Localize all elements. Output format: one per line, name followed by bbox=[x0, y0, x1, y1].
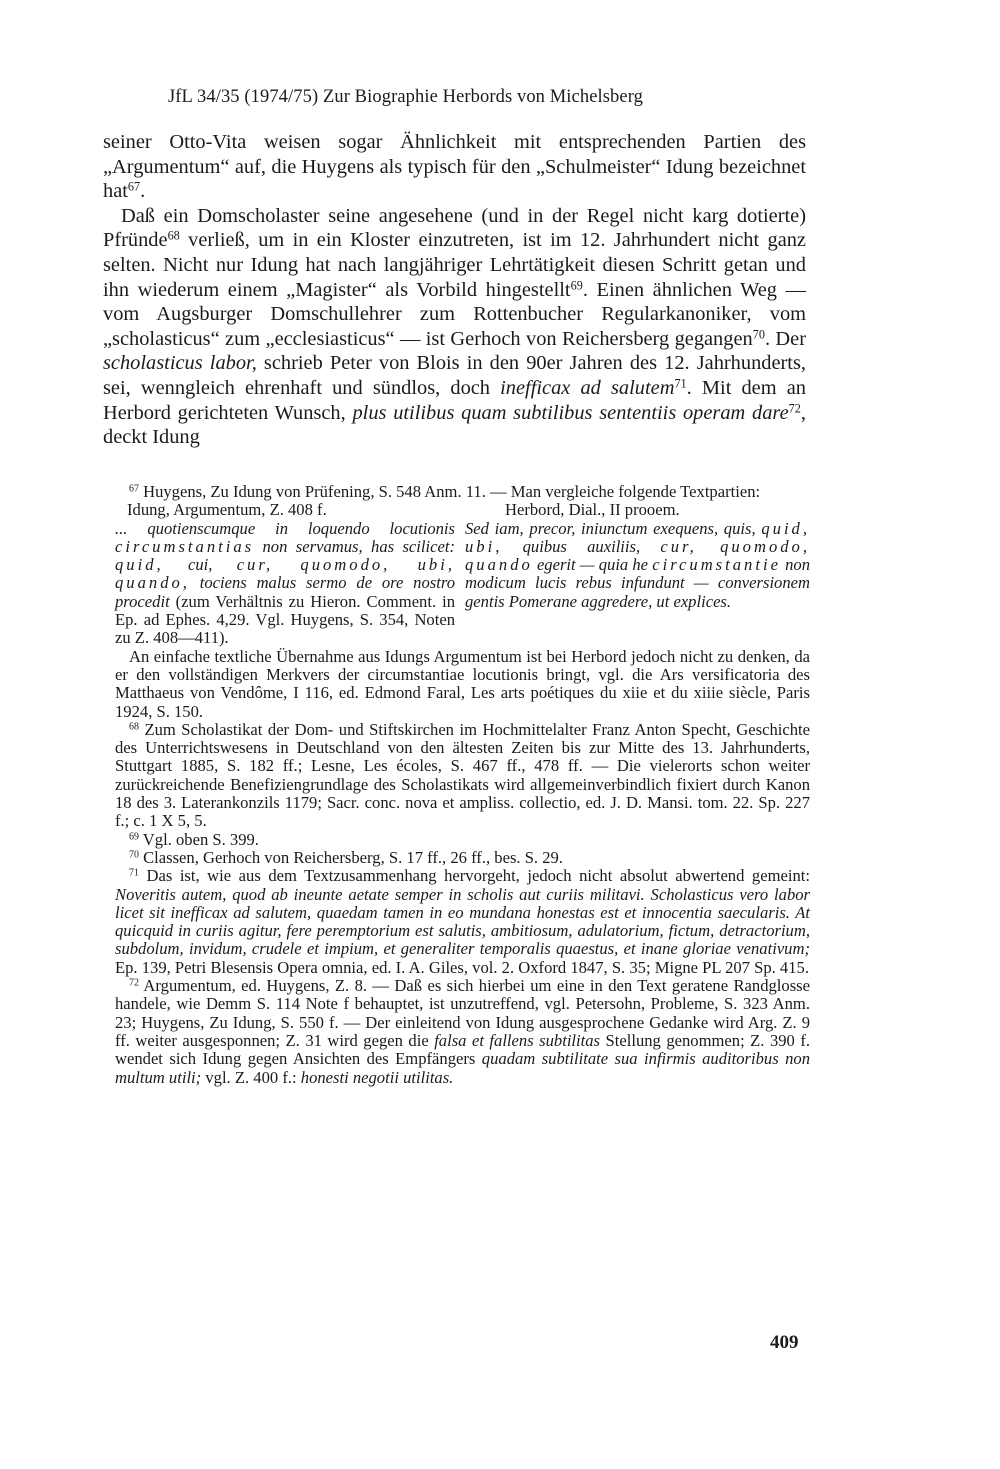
footnote-67: $^{67}$ Huygens, Zu Idung von Prüfening, S. 548 Anm. 11. — Man vergleiche folgende Textpartien: bbox=[129, 482, 761, 501]
paragraph: Daß ein Domscholaster seine angesehene (und in der Regel nicht karg dotierte) Pfründe$^{68}$ verließ, um in ein Kloster einzutreten, ist im 12. Jahrhundert nicht ganz selten. Nicht nur Idung hat nach langjähriger Lehrtätigkeit diesen Schritt getan und ihn wiederum einem „Magister“ als Vorbild hingestellt$^{69}$. Einen ähnlichen Weg — vom Augsburger Domschullehrer zum Rottenbucher Regularkanoniker, vom „scholasticus“ zum „ecclesiasticus“ — ist Gerhoch von Reichersberg gegangen$^{70}$. Der scholasticus labor, schrieb Peter von Blois in den 90er Jahren des 12. Jahrhunderts, sei, wenngleich ehrenhaft und sündlos, doch inefficax ad salutem$^{71}$. Mit dem an Herbord gerichteten Wunsch, plus utilibus quam subtilibus sententiis operam dare$^{72}$, deckt Idung bbox=[103, 204, 806, 449]
footnote-67-continued: An einfache textliche Übernahme aus Idungs Argumentum ist bei Herbord jedoch nicht zu denken, da er den vollständigen Merkvers der circumstantiae locutionis bringt, vgl. die Ars versificatoria des Matthaeus von Vendôme, I 116, ed. Edmond Faral, Les arts poétiques du xiie et du xiiie siècle, Paris 1924, S. 150. bbox=[115, 646, 810, 721]
running-head: JfL 34/35 (1974/75) Zur Biographie Herbords von Michelsberg bbox=[168, 87, 643, 107]
column-idung bbox=[115, 501, 455, 647]
comparison-columns bbox=[115, 501, 810, 647]
column-herbord bbox=[465, 501, 810, 647]
footnote-68: $^{68}$ Zum Scholastikat der Dom- und Stiftskirchen im Hochmittelalter Franz Anton Specht, Geschichte des Unterrichtswesens in Deutschland von den ältesten Zeiten bis zur Mitte des 13. Jahrhunderts, Stuttgart 1885, S. 182 ff.; Lesne, Les écoles, S. 467 ff., 478 ff. — Die vielerorts schon weiter zurückreichende Benefiziengrundlage des Scholastikats wird allgemeinverbindlich fixiert durch Kanon 18 des 3. Laterankonzils 1179; Sacr. conc. nova et ampliss. collectio, ed. J. D. Mansi. tom. 22. Sp. 227 f.; c. 1 X 5, 5. bbox=[115, 719, 810, 831]
footnotes bbox=[115, 483, 810, 1087]
footnote-ref[interactable]: 67 bbox=[127, 179, 141, 194]
paragraph: seiner Otto-Vita weisen sogar Ähnlichkeit mit entsprechenden Partien des „Argumentum“ auf, die Huygens als typisch für den „Schulmeister“ Idung bezeichnet hat$^{67}$. bbox=[103, 131, 806, 203]
footnote-ref[interactable]: 68 bbox=[167, 228, 180, 243]
column-text: Sed iam, precor, iniunctum exequens, quis, quid, ubi, quibus auxiliis, cur, quomodo, quando egerit — quia he circumstantie non modicum lucis rebus infundunt — conversionem gentis Pomerane aggredere, ut explices. bbox=[465, 518, 810, 611]
footnote-ref[interactable]: 69 bbox=[570, 277, 583, 292]
footnote-70: $^{70}$ Classen, Gerhoch von Reichersberg, S. 17 ff., 26 ff., bes. S. 29. bbox=[129, 847, 563, 867]
footnote-69: $^{69}$ Vgl. oben S. 399. bbox=[129, 829, 259, 849]
column-heading: Herbord, Dial., II prooem. bbox=[505, 500, 680, 520]
footnote-ref[interactable]: 72 bbox=[788, 400, 801, 415]
page-number: 409 bbox=[770, 1332, 799, 1353]
column-heading: Idung, Argumentum, Z. 408 f. bbox=[127, 500, 327, 520]
column-text: ... quotienscumque in loquendo locutionis circumstantias non servamus, has scilicet: quid, cui, cur, quomodo, ubi, quando, tociens malus sermo de ore nostro procedit (zum Verhältnis zu Hieron. Comment. in Ep. ad Ephes. 4,29. Vgl. Huygens, S. 354, Noten zu Z. 408—411). bbox=[115, 518, 455, 648]
footnote-ref[interactable]: 70 bbox=[752, 327, 765, 342]
footnote-72: $^{72}$ Argumentum, ed. Huygens, Z. 8. — Daß es sich hierbei um eine in den Text geratene Randglosse handele, wie Demm S. 114 Note f behauptet, ist unzutreffend, vgl. Petersohn, Probleme, S. 323 Anm. 23; Huygens, Zu Idung, S. 550 f. — Der einleitend von Idung ausgesprochene Gedanke wird Arg. Z. 9 ff. weiter ausgesponnen; Z. 31 wird gegen die falsa et fallens subtilitas Stellung genommen; Z. 390 f. wendet sich Idung gegen Ansichten des Empfängers quadam subtilitate sua infirmis auditoribus non multum utili; vgl. Z. 400 f.: honesti negotii utilitas. bbox=[115, 976, 810, 1087]
footnote-ref[interactable]: 71 bbox=[674, 376, 687, 391]
footnote-71: $^{71}$ Das ist, wie aus dem Textzusammenhang hervorgeht, jedoch nicht absolut abwertend gemeint: Noveritis autem, quod ab ineunte aetate semper in scholis aut curiis militavi. Scholasticus vero labor licet sit inefficax ad salutem, quaedam tamen in eo mundana honestas est et innocentia saecularis. At quicquid in curiis agitur, fere peremptorium est salutis, ambitiosum, adulatorium, fictum, detractorium, subdolum, invidum, crudele et impium, et generaliter temporalis quaestus, et inane gloriae venativum; Ep. 139, Petri Blesensis Opera omnia, ed. I. A. Giles, vol. 2. Oxford 1847, S. 35; Migne PL 207 Sp. 415. bbox=[115, 866, 810, 977]
main-text bbox=[103, 130, 806, 450]
